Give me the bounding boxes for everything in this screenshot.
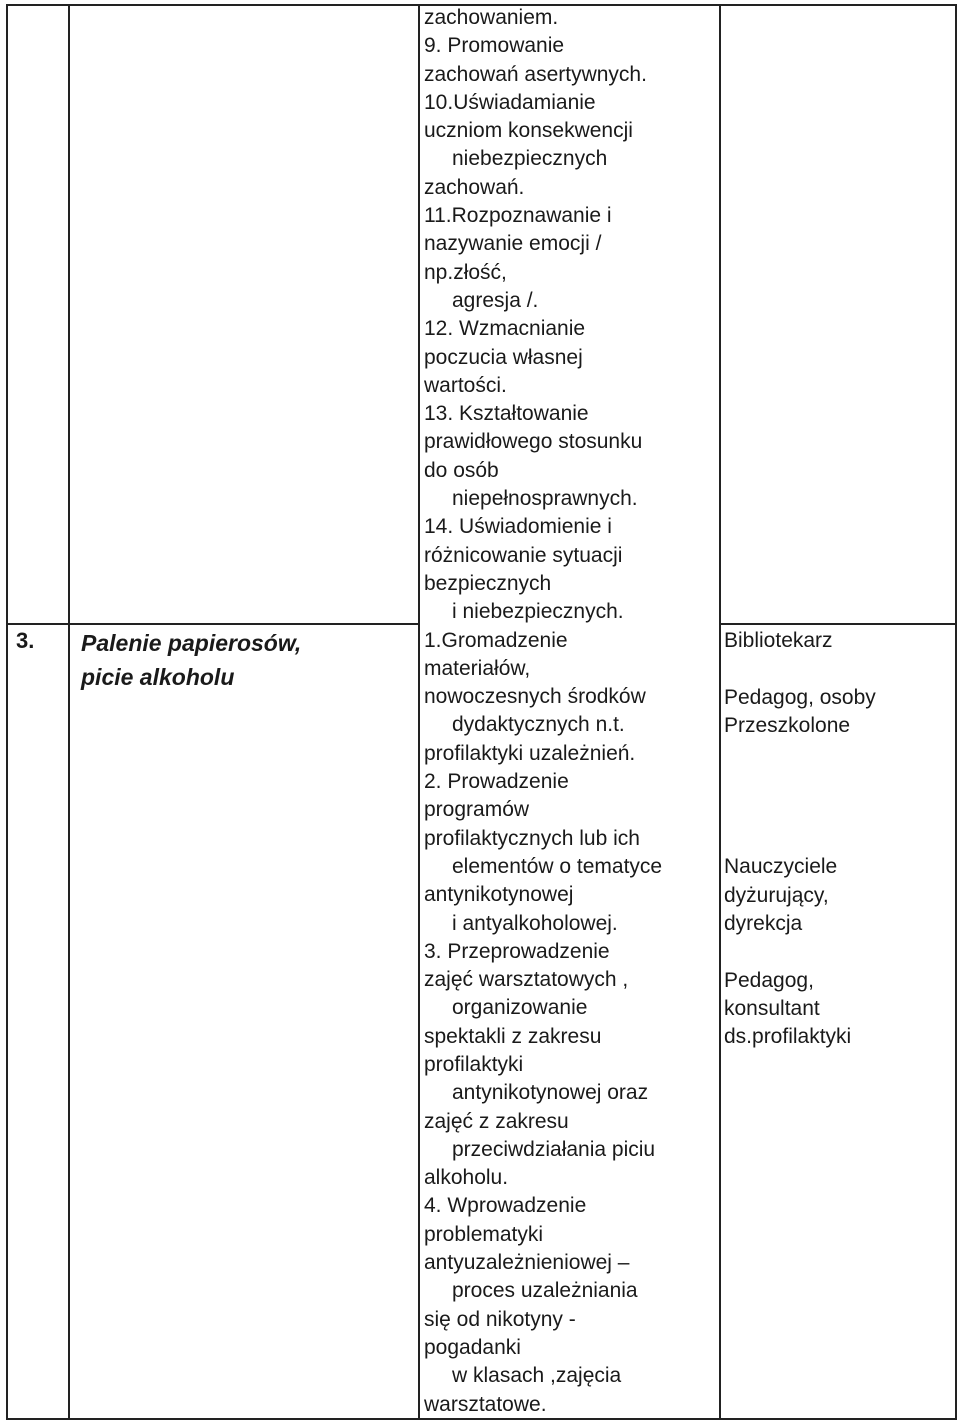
column-divider (418, 6, 420, 1418)
activity-line: 2. Prowadzenie (424, 770, 569, 794)
activity-line: dydaktycznych n.t. (452, 713, 625, 737)
responsible-line: Przeszkolone (724, 713, 851, 737)
column-divider (719, 6, 721, 1418)
responsible-spacer (724, 655, 876, 683)
activity-line: bezpiecznych (424, 571, 552, 595)
activity-line: 14. Uświadomienie i (424, 515, 612, 539)
activity-line: warsztatowe. (424, 1392, 547, 1416)
activity-line: 4. Wprowadzenie (424, 1194, 587, 1218)
activity-line: prawidłowego stosunku (424, 430, 643, 454)
column-divider (68, 6, 70, 1418)
activity-line: poczucia własnej (424, 345, 583, 369)
activities-cell (424, 4, 662, 1419)
activity-line: do osób (424, 458, 499, 482)
activity-line: profilaktycznych lub ich (424, 826, 640, 850)
activity-line: 10.Uświadamianie (424, 90, 596, 114)
activity-line: w klasach ,zajęcia (452, 1364, 622, 1388)
activity-line: problematyki (424, 1222, 544, 1246)
activity-line: 12. Wzmacnianie (424, 317, 586, 341)
activity-line: niebezpiecznych (452, 147, 608, 171)
activity-line: alkoholu. (424, 1166, 509, 1190)
responsible-line: dyżurujący, (724, 883, 829, 907)
row-number: 3. (16, 628, 35, 653)
row-divider (719, 623, 957, 625)
activity-line: niepełnosprawnych. (452, 487, 638, 511)
activity-line: nazywanie emocji / (424, 232, 602, 256)
activity-line: i niebezpiecznych. (452, 600, 624, 624)
activity-line: 11.Rozpoznawanie i (424, 204, 612, 228)
row-divider (8, 623, 68, 625)
responsible-line: konsultant (724, 996, 820, 1020)
activity-line: materiałów, (424, 656, 531, 680)
responsible-line: Nauczyciele (724, 855, 838, 879)
responsible-spacer (724, 825, 876, 853)
activity-line: profilaktyki uzależnień. (424, 741, 636, 765)
activity-line: zachowań. (424, 175, 525, 199)
activity-line: antyuzależnieniowej – (424, 1251, 630, 1275)
topic-line: picie alkoholu (81, 664, 235, 690)
activity-line: 3. Przeprowadzenie (424, 939, 610, 963)
activity-line: i antyalkoholowej. (452, 911, 618, 935)
activity-line: nowoczesnych środków (424, 685, 646, 709)
activity-line: się od nikotyny - (424, 1307, 576, 1331)
responsible-line: dyrekcja (724, 911, 803, 935)
activity-line: spektakli z zakresu (424, 1024, 602, 1048)
activity-line: proces uzależniania (452, 1279, 638, 1303)
responsible-spacer (724, 740, 876, 768)
activity-line: zachowaniem. (424, 6, 559, 29)
responsible-line: Pedagog, (724, 968, 814, 992)
activity-line: programów (424, 798, 530, 822)
responsible-spacer (724, 768, 876, 796)
topic-line: Palenie papierosów, (81, 630, 302, 656)
activity-line: antynikotynowej oraz (452, 1081, 649, 1105)
activity-line: zajęć z zakresu (424, 1109, 569, 1133)
activity-line: profilaktyki (424, 1052, 524, 1076)
activity-line: antynikotynowej (424, 883, 574, 907)
activity-line: wartości. (424, 373, 507, 397)
responsible-cell (724, 627, 876, 1051)
responsible-line: Pedagog, osoby (724, 685, 876, 709)
activity-line: przeciwdziałania piciu (452, 1137, 656, 1161)
activity-line: agresja /. (452, 288, 539, 312)
activity-line: organizowanie (452, 996, 588, 1020)
responsible-spacer (724, 938, 876, 966)
activity-line: zajęć warsztatowych , (424, 968, 629, 992)
responsible-spacer (724, 797, 876, 825)
activity-line: 13. Kształtowanie (424, 402, 589, 426)
activity-line: elementów o tematyce (452, 854, 663, 878)
activity-line: uczniom konsekwencji (424, 119, 633, 143)
activity-line: 9. Promowanie (424, 34, 565, 58)
activity-line: 1.Gromadzenie (424, 628, 568, 652)
row-divider (68, 623, 418, 625)
activity-line: np.złość, (424, 260, 507, 284)
topic-cell (81, 626, 301, 694)
responsible-line: ds.profilaktyki (724, 1025, 852, 1049)
activity-line: zachowań asertywnych. (424, 62, 647, 86)
responsible-line: Bibliotekarz (724, 629, 833, 652)
activity-line: różnicowanie sytuacji (424, 543, 623, 567)
activity-line: pogadanki (424, 1335, 521, 1359)
